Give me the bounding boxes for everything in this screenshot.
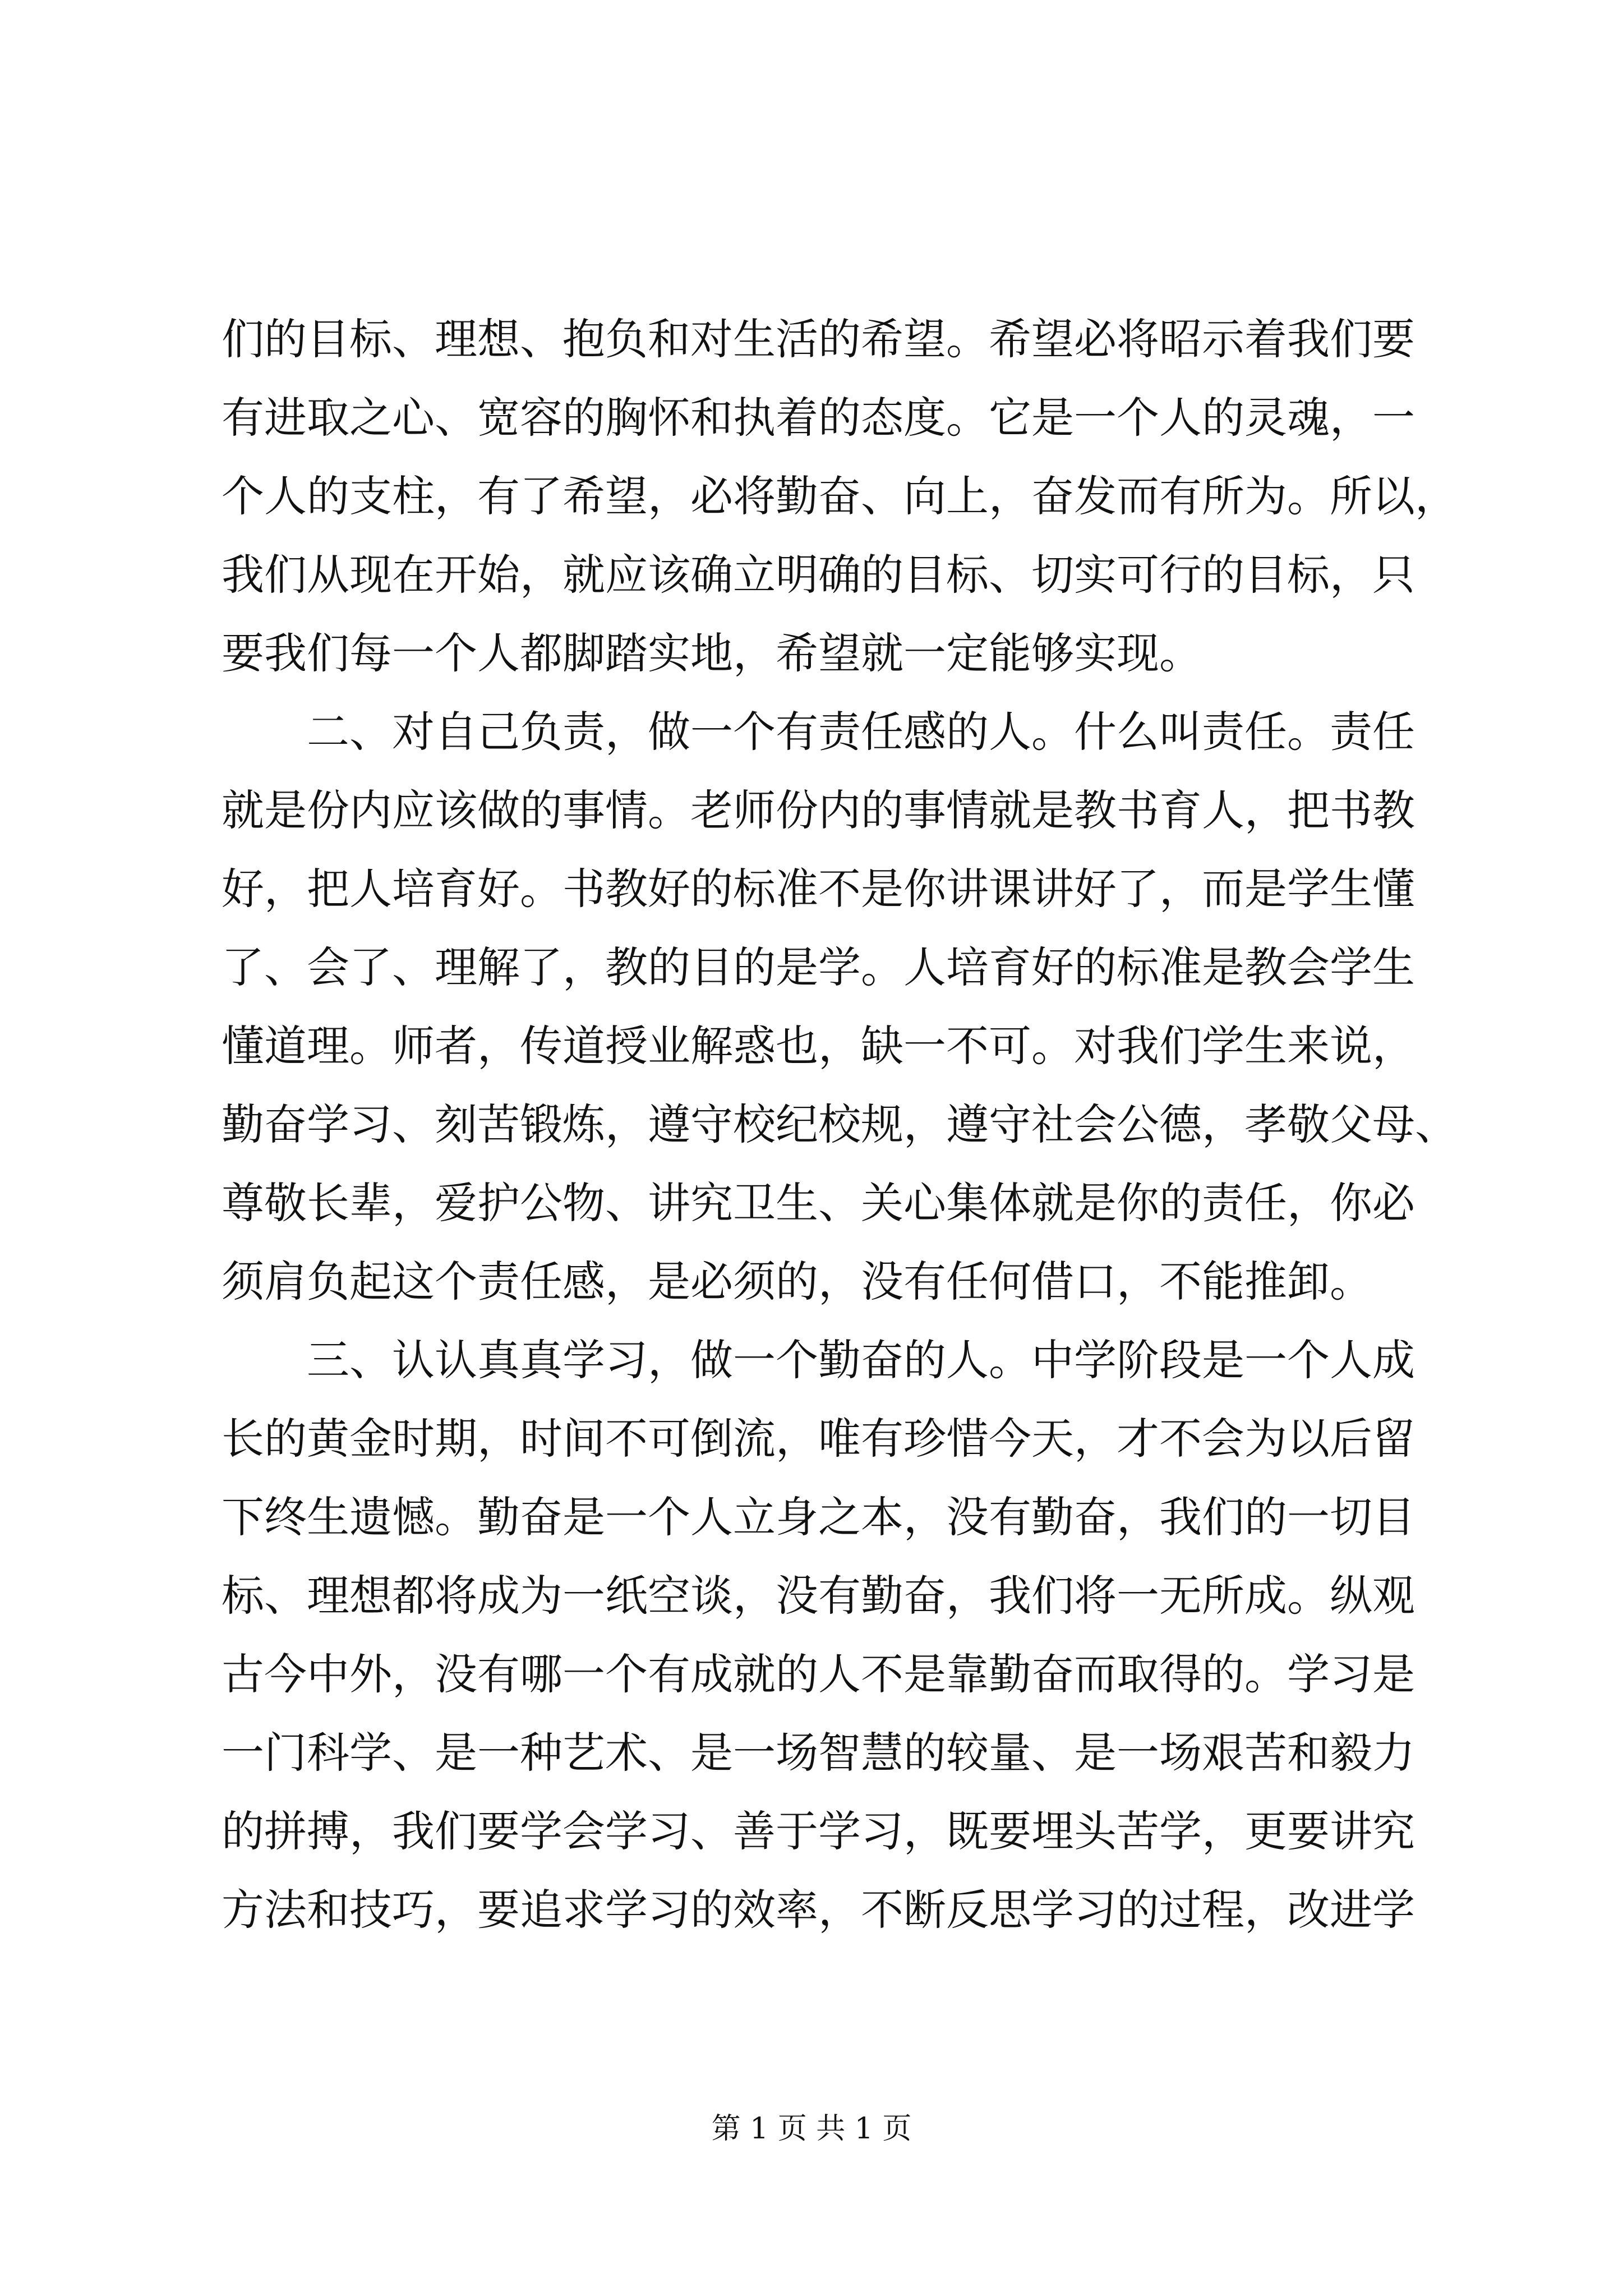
text-line: 尊敬长辈，爱护公物、讲究卫生、关心集体就是你的责任，你必 <box>222 1178 1415 1228</box>
text-line: 懂道理。师者，传道授业解惑也，缺一不可。对我们学生来说， <box>222 1021 1415 1071</box>
text-line: 一门科学、是一种艺术、是一场智慧的较量、是一场艰苦和毅力 <box>222 1728 1415 1778</box>
text-line: 须肩负起这个责任感，是必须的，没有任何借口，不能推卸。 <box>222 1257 1372 1306</box>
text-line: 有进取之心、宽容的胸怀和执着的态度。它是一个人的灵魂，一 <box>222 393 1415 443</box>
text-line: 个人的支柱，有了希望，必将勤奋、向上，奋发而有所为。所以， <box>222 471 1458 521</box>
text-line: 要我们每一个人都脚踏实地，希望就一定能够实现。 <box>222 628 1202 678</box>
text-line: 就是份内应该做的事情。老师份内的事情就是教书育人，把书教 <box>222 785 1415 835</box>
text-line: 了、会了、理解了，教的目的是学。人培育好的标准是教会学生 <box>222 942 1415 992</box>
text-line: 下终生遗憾。勤奋是一个人立身之本，没有勤奋，我们的一切目 <box>222 1492 1415 1542</box>
text-line: 方法和技巧，要追求学习的效率，不断反思学习的过程，改进学 <box>222 1885 1415 1935</box>
page-footer <box>0 2109 1623 2148</box>
text-line: 标、理想都将成为一纸空谈，没有勤奋，我们将一无所成。纵观 <box>222 1571 1415 1621</box>
text-line: 们的目标、理想、抱负和对生活的希望。希望必将昭示着我们要 <box>222 314 1415 364</box>
text-line: 的拼搏，我们要学会学习、善于学习，既要埋头苦学，更要讲究 <box>222 1806 1415 1856</box>
text-line: 勤奋学习、刻苦锻炼，遵守校纪校规，遵守社会公德，孝敬父母、 <box>222 1099 1458 1149</box>
text-line: 三、认认真真学习，做一个勤奋的人。中学阶段是一个人成 <box>222 1335 1415 1385</box>
text-line: 好，把人培育好。书教好的标准不是你讲课讲好了，而是学生懂 <box>222 864 1415 914</box>
document-body <box>222 300 1458 1949</box>
text-line: 古今中外，没有哪一个有成就的人不是靠勤奋而取得的。学习是 <box>222 1649 1415 1699</box>
text-line: 我们从现在开始，就应该确立明确的目标、切实可行的目标，只 <box>222 550 1415 600</box>
text-line: 长的黄金时期，时间不可倒流，唯有珍惜今天，才不会为以后留 <box>222 1414 1415 1464</box>
page-number-label: 第 1 页 共 1 页 <box>711 2112 912 2146</box>
text-line: 二、对自己负责，做一个有责任感的人。什么叫责任。责任 <box>222 707 1415 757</box>
